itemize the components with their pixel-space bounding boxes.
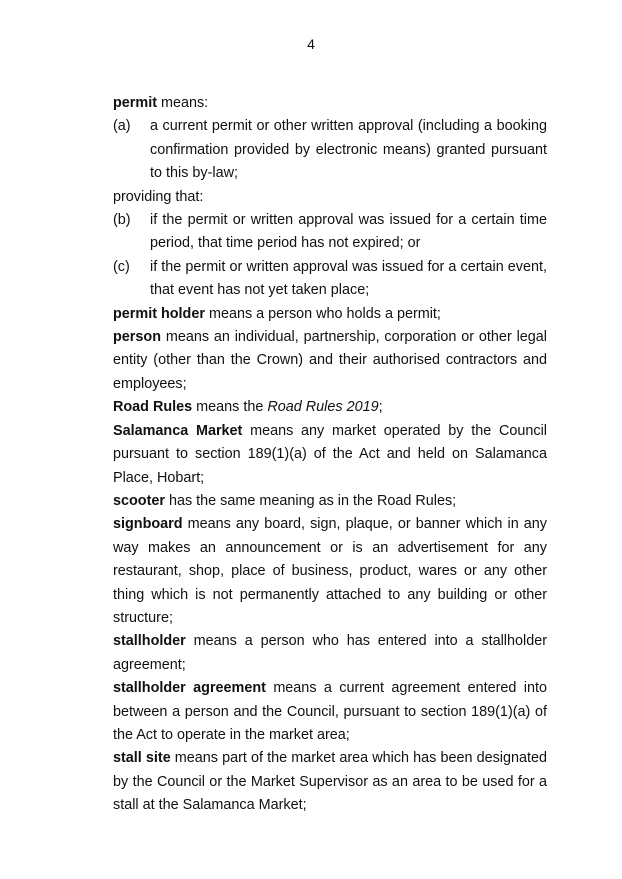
road-rules-title: Road Rules 2019 [267,399,379,416]
item-text: if the permit or written approval was issued for a certain time period, that time period has not expired; or [150,212,547,252]
definition-stallholder-agreement: stallholder agreement means a current agreement entered into between a person and the Council, pursuant to section 189(1)(a) of the Act to operate in the market area; [113,680,547,743]
item-label: (c) [113,258,130,275]
definition-scooter: scooter has the same meaning as in the Road Rules; [113,492,457,509]
term: person [113,329,161,346]
item-text: a current permit or other written approval (including a booking confirmation provided by electronic means) granted pursuant to this by-law; [150,118,547,182]
definition-stallholder: stallholder means a person who has entered into a stallholder agreement; [113,633,547,673]
providing-that: providing that: [113,188,204,205]
term: Salamanca Market [113,422,243,439]
term: stallholder [113,633,186,650]
term: scooter [113,492,165,509]
definition-salamanca-market: Salamanca Market means any market operated by the Council pursuant to section 189(1)(a) of the Act and held on Salamanca Place, Hobart; [113,422,547,486]
term: permit holder [113,305,205,322]
term-permit: permit [113,95,157,111]
permit-item-a [113,115,547,185]
definition-stall-site: stall site means part of the market area which has been designated by the Council or the Market Supervisor as an area to be used for a stall at the Salamanca Market; [113,750,547,814]
definitions-body [113,92,547,818]
definition-permit: permit means: [113,95,209,111]
permit-condition-b [113,209,547,256]
term: stall site [113,750,171,767]
definition-person: person means an individual, partnership, corporation or other legal entity (other than the Crown) and their authorised contractors and employees; [113,329,547,392]
definition-permit-holder: permit holder means a person who holds a permit; [113,305,441,322]
term: stallholder agreement [113,680,266,697]
item-label: (b) [113,212,131,229]
definition-signboard: signboard means any board, sign, plaque, or banner which in any way makes an announcement or is an advertisement for any restaurant, shop, place of business, product, wares or any other thing which is not permanently attached to any building or other structure; [113,516,547,626]
item-label: (a) [113,118,131,135]
term: signboard [113,516,183,533]
term: Road Rules [113,399,193,416]
page-number: 4 [307,36,315,52]
item-text: if the permit or written approval was issued for a certain event, that event has not yet taken place; [150,258,547,299]
definition-road-rules: Road Rules means the Road Rules 2019; [113,399,383,416]
permit-condition-c [113,256,547,303]
